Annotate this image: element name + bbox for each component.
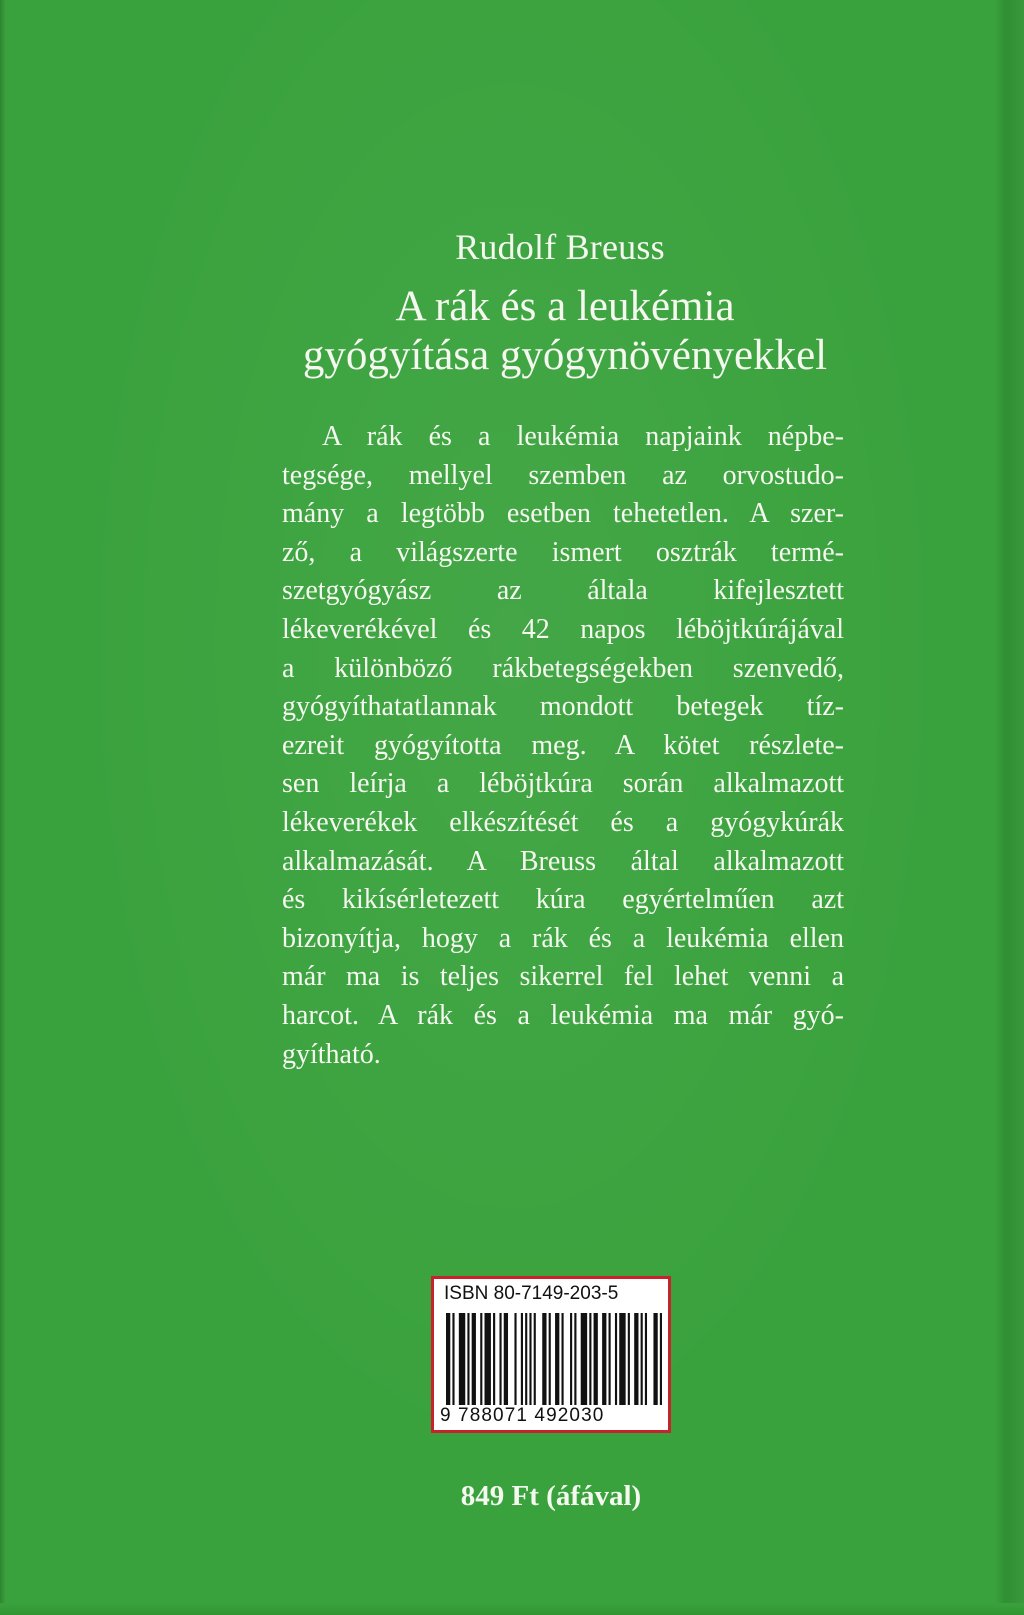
blurb-line: A rák és a leukémia napjaink népbe- — [322, 421, 844, 452]
blurb-line: bizonyítja, hogy a rák és a leukémia ellen — [282, 922, 844, 954]
barcode-bar — [549, 1313, 551, 1405]
blurb-line: gyógyíthatatlannak mondott betegek tíz- — [282, 691, 844, 723]
cover-bottom-edge — [0, 1603, 1024, 1615]
blurb-line: ezreit gyógyította meg. A kötet részlete- — [282, 729, 844, 761]
barcode-bar — [521, 1313, 523, 1405]
barcode-bar — [493, 1313, 495, 1405]
barcode-bar — [480, 1313, 482, 1405]
barcode-bar — [660, 1313, 662, 1405]
barcode-bar — [628, 1313, 630, 1405]
title-line: gyógyítása gyógynövényekkel — [302, 332, 828, 379]
blurb-line: tegsége, mellyel szemben az orvostudo- — [282, 459, 844, 491]
barcode-bar — [653, 1313, 657, 1405]
barcode-bar — [615, 1313, 617, 1405]
barcode-bar — [581, 1313, 587, 1405]
barcode-bar — [504, 1313, 508, 1405]
blurb-line: mány a legtöbb esetben tehetetlen. A szer- — [282, 498, 844, 530]
blurb-line: és kikísérletezett kúra egyértelműen azt — [282, 884, 844, 916]
barcode-bar — [467, 1313, 469, 1405]
blurb-line: alkalmazását. A Breuss által alkalmazott — [282, 845, 844, 877]
author-name: Rudolf Breuss — [455, 227, 665, 267]
barcode-bar — [570, 1313, 572, 1405]
blurb-line: lékeverékével és 42 napos léböjtkúrájával — [282, 613, 844, 645]
barcode-bar — [472, 1313, 476, 1405]
barcode-bar — [525, 1313, 527, 1405]
cover-edge-shadow — [994, 0, 1024, 1615]
barcode-bar — [452, 1313, 454, 1405]
blurb-line: sen leírja a léböjtkúra során alkalmazott — [282, 768, 844, 800]
isbn-label: ISBN 80-7149-203-5 — [444, 1283, 619, 1304]
barcode-bar — [589, 1313, 591, 1405]
barcode-bar — [574, 1313, 576, 1405]
price-label: 849 Ft (áfával) — [460, 1480, 642, 1512]
barcode-bar — [529, 1313, 531, 1405]
blurb-line: gyítható. — [282, 1038, 381, 1070]
blurb-line: már ma is teljes sikerrel fel lehet venni a — [282, 961, 844, 993]
barcode-bar — [641, 1313, 643, 1405]
book-title — [270, 282, 860, 380]
barcode-bar — [609, 1313, 611, 1405]
blurb-line: harcot. A rák és a leukémia ma már gyó- — [282, 999, 844, 1031]
barcode-number: 9 788071 492030 — [440, 1405, 605, 1426]
barcode-bar — [634, 1313, 638, 1405]
barcode-bar — [459, 1313, 465, 1405]
barcode-bar — [645, 1313, 647, 1405]
barcode-bar — [446, 1313, 450, 1405]
barcode-bar — [594, 1313, 598, 1405]
blurb-line: lékeverékek elkészítését és a gyógykúrák — [282, 806, 844, 838]
title-line: A rák és a leukémia — [395, 283, 735, 330]
barcode-bar — [619, 1313, 625, 1405]
barcode-bar — [514, 1313, 516, 1405]
barcode-bar — [555, 1313, 559, 1405]
barcode-bar — [561, 1313, 563, 1405]
barcode-bar — [542, 1313, 546, 1405]
blurb-line: a különböző rákbetegségekben szenvedő, — [282, 652, 844, 684]
blurb-line: szetgyógyász az általa kifejlesztett — [282, 575, 844, 607]
blurb-line: ző, a világszerte ismert osztrák termé- — [282, 536, 844, 568]
barcode-bar — [499, 1313, 501, 1405]
barcode-bar — [534, 1313, 536, 1405]
blurb-paragraph — [282, 418, 844, 1074]
barcode-icon — [446, 1313, 662, 1405]
barcode-bar — [602, 1313, 606, 1405]
barcode-bar — [485, 1313, 491, 1405]
isbn-barcode-box — [431, 1276, 671, 1433]
